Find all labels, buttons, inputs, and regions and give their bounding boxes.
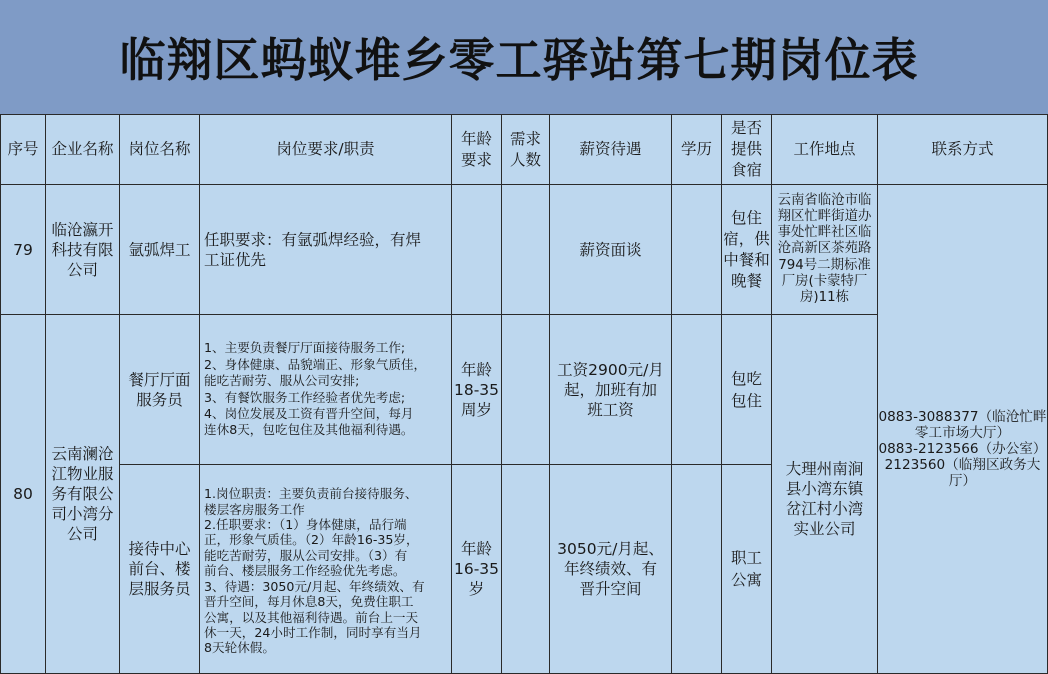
row-80a-age: 年龄 18-35 周岁 (452, 315, 502, 465)
header-position: 岗位名称 (120, 115, 200, 185)
row-79-salary: 薪资面谈 (550, 185, 672, 315)
row-80a-requirements: 1、主要负责餐厅厅面接待服务工作; 2、身体健康、品貌端正、形象气质佳， 能吃苦耐劳、服从公司安排; 3、有餐饮服务工作经验者优先考虑; 4、岗位发展及工资有晋升空间，每月 连休8天，包吃包住及其他福利待遇。 (200, 315, 452, 465)
contact-info: 0883-3088377（临沧忙畔 零工市场大厅） 0883-2123566（办公室） 2123560（临翔区政务大 厅） (878, 185, 1048, 674)
row-80a-education (672, 315, 722, 465)
row-80b-education (672, 465, 722, 674)
header-age: 年龄 要求 (452, 115, 502, 185)
header-contact: 联系方式 (878, 115, 1048, 185)
header-seq: 序号 (0, 115, 46, 185)
row-80a-lodging: 包吃 包住 (722, 315, 772, 465)
header-headcount: 需求 人数 (502, 115, 550, 185)
row-80-seq: 80 (0, 315, 46, 674)
row-80-location: 大理州南涧 县小湾东镇 岔江村小湾 实业公司 (772, 315, 878, 674)
row-79-lodging: 包住 宿，供 中餐和 晚餐 (722, 185, 772, 315)
row-80b-position: 接待中心 前台、楼 层服务员 (120, 465, 200, 674)
row-79-headcount (502, 185, 550, 315)
row-79-company: 临沧瀛开 科技有限 公司 (46, 185, 120, 315)
row-80b-age: 年龄 16-35 岁 (452, 465, 502, 674)
row-80a-salary: 工资2900元/月 起，加班有加 班工资 (550, 315, 672, 465)
row-79-seq: 79 (0, 185, 46, 315)
row-79-position: 氩弧焊工 (120, 185, 200, 315)
header-lodging: 是否 提供 食宿 (722, 115, 772, 185)
row-80b-lodging: 职工 公寓 (722, 465, 772, 674)
header-salary: 薪资待遇 (550, 115, 672, 185)
row-80b-requirements: 1.岗位职责：主要负责前台接待服务、 楼层客房服务工作 2.任职要求：（1）身体健康，品行端 正，形象气质佳。（2）年龄16-35岁， 能吃苦耐劳，服从公司安排。（3）有 前台、楼层服务工作经验优先考虑。 3、待遇：3050元/月起、年终绩效、有 晋升空间，每月休息8天，免费住职工 公寓，以及其他福利待遇。前台上一天 休一天，24小时工作制，同时享有当月 8天轮休假。 (200, 465, 452, 674)
header-location: 工作地点 (772, 115, 878, 185)
row-79-requirements: 任职要求：有氩弧焊经验，有焊 工证优先 (200, 185, 452, 315)
header-education: 学历 (672, 115, 722, 185)
header-requirements: 岗位要求/职责 (200, 115, 452, 185)
row-80b-headcount (502, 465, 550, 674)
page-title: 临翔区蚂蚁堆乡零工驿站第七期岗位表 (119, 33, 919, 87)
title-banner (0, 0, 1048, 115)
row-80a-headcount (502, 315, 550, 465)
row-80b-salary: 3050元/月起、 年终绩效、有 晋升空间 (550, 465, 672, 674)
row-80-company: 云南澜沧 江物业服 务有限公 司小湾分 公司 (46, 315, 120, 674)
row-79-education (672, 185, 722, 315)
row-80a-position: 餐厅厅面 服务员 (120, 315, 200, 465)
row-79-age (452, 185, 502, 315)
header-company: 企业名称 (46, 115, 120, 185)
row-79-location: 云南省临沧市临 翔区忙畔街道办 事处忙畔社区临 沧高新区茶苑路 794号二期标准 厂房(卡蒙特厂 房)11栋 (772, 185, 878, 315)
